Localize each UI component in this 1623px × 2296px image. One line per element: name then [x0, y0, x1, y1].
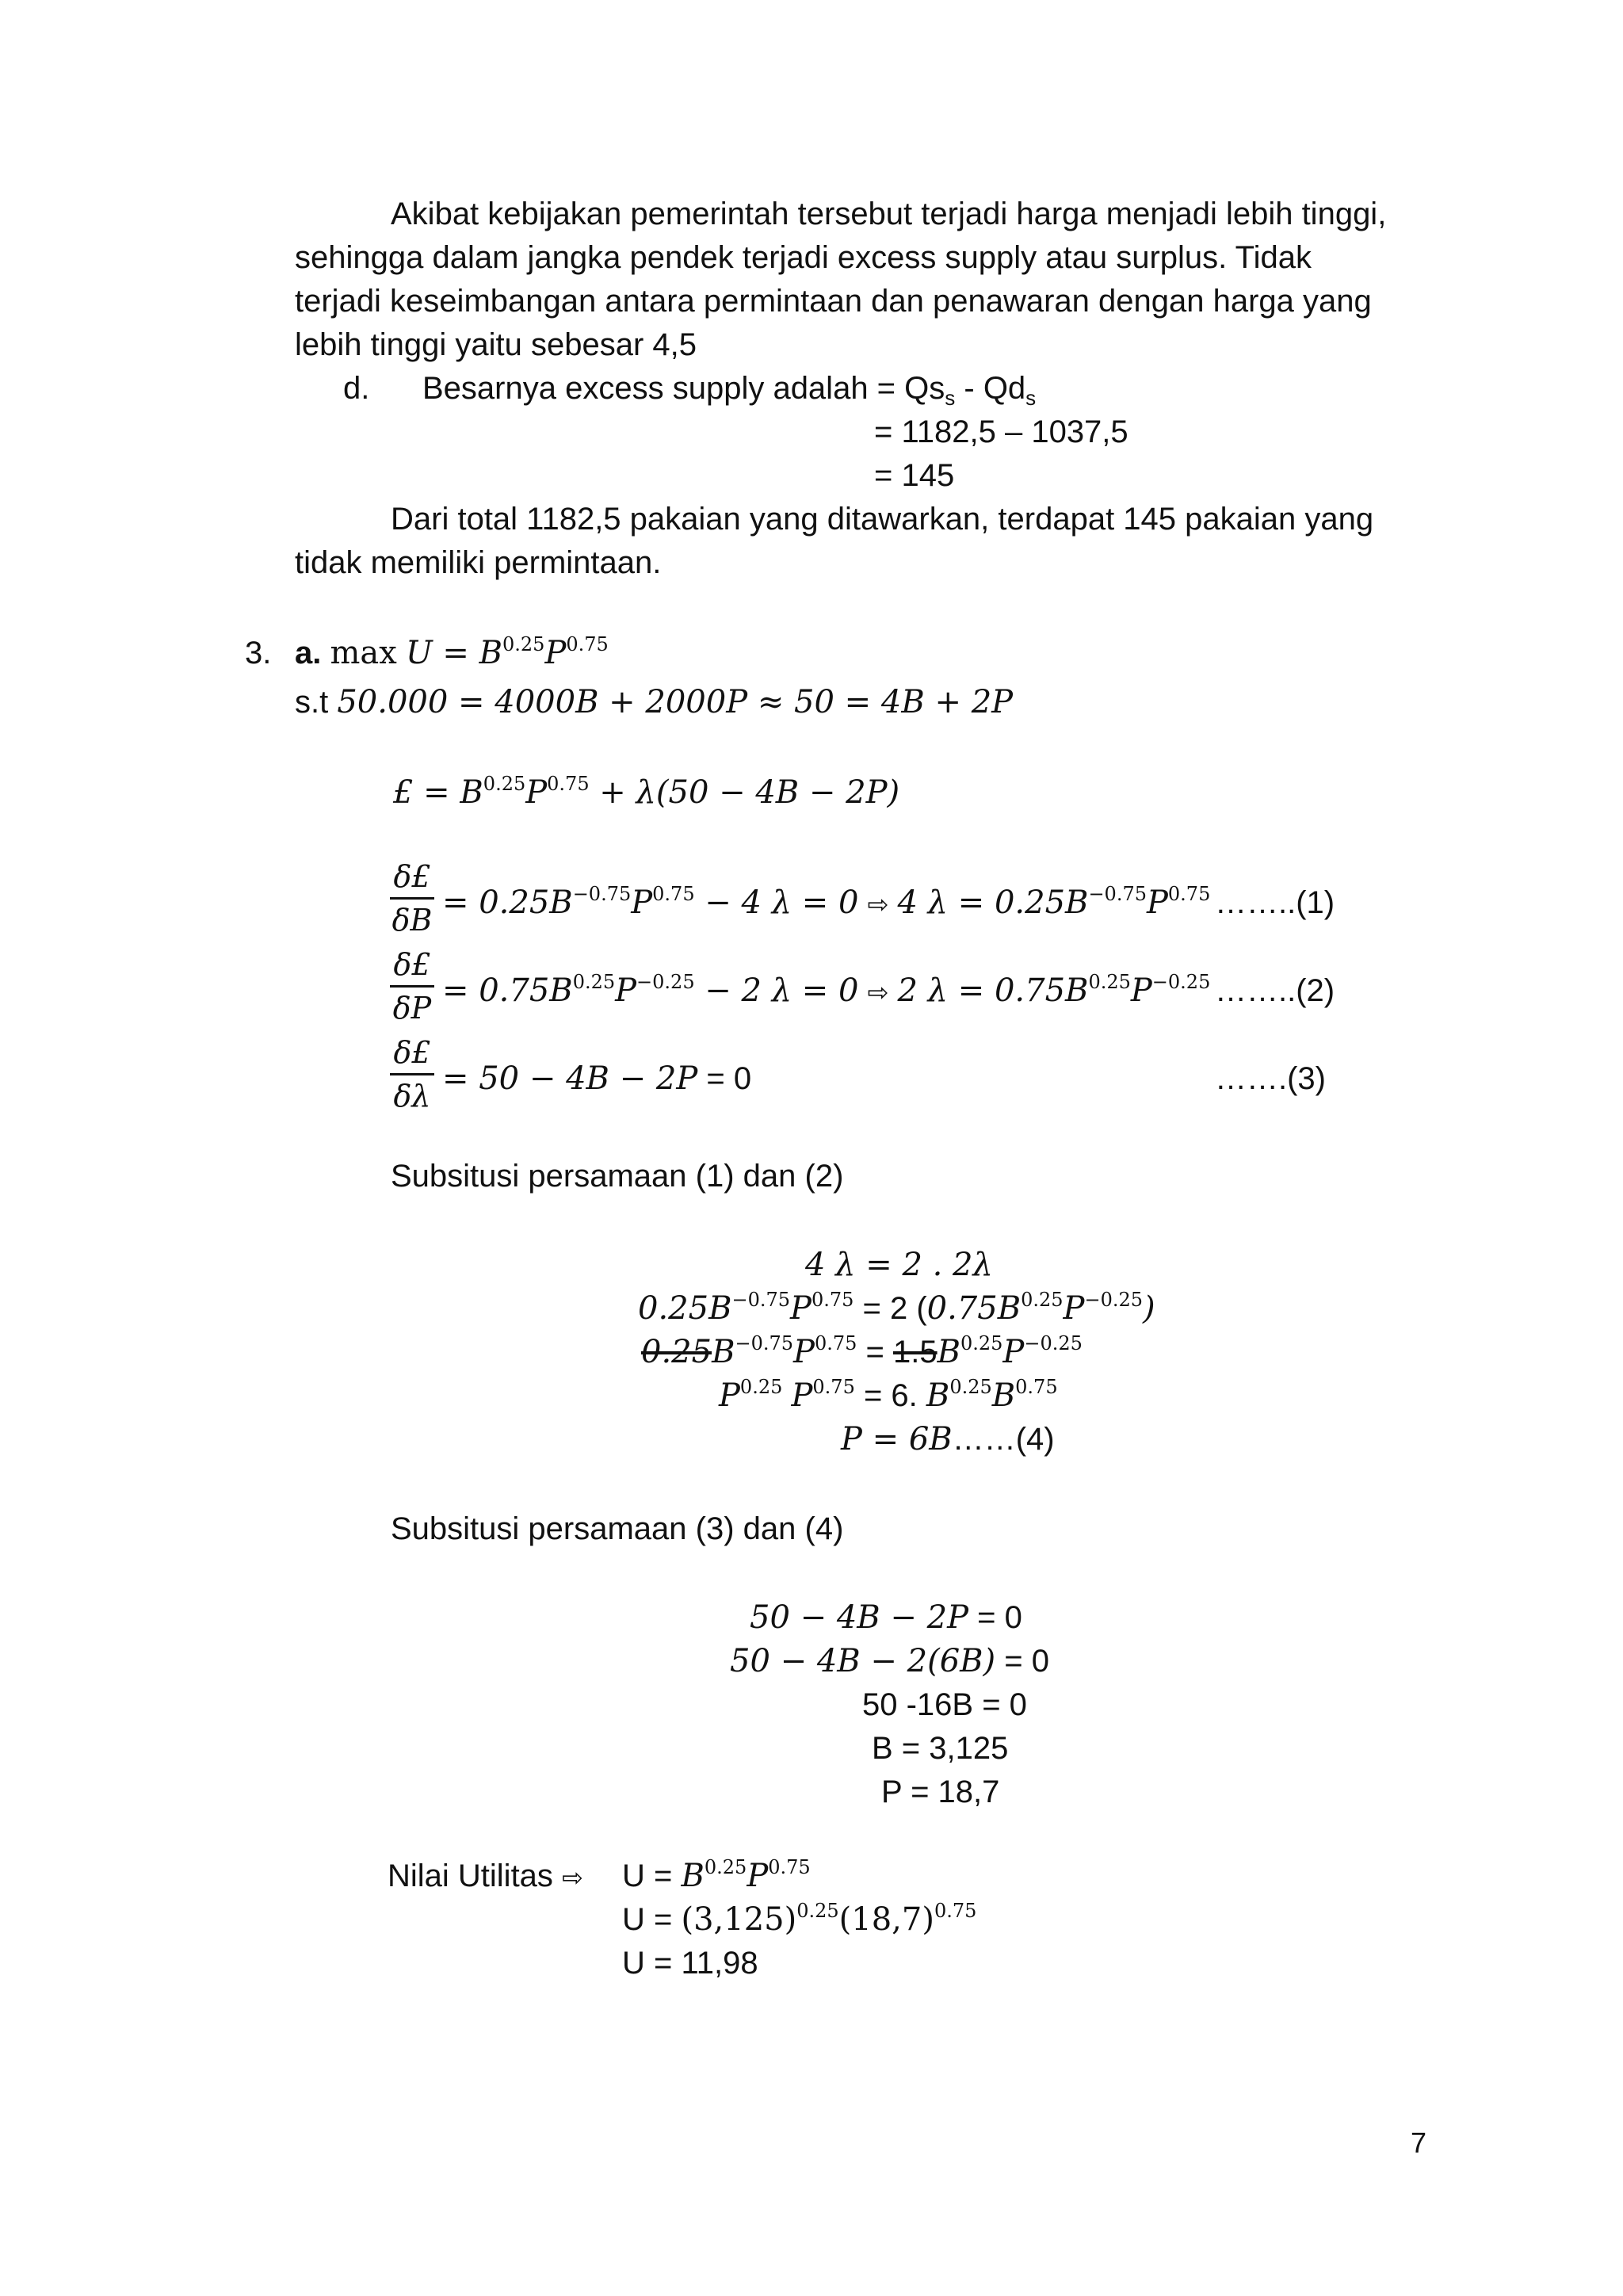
paragraph1-line3: terjadi keseimbangan antara permintaan dan penawaran dengan harga yang: [295, 284, 1372, 319]
subst2-line5: P = 18,7: [881, 1775, 1000, 1809]
subst1-line4: $P^{0.25}$ $P^{0.75} = 6$. $B^{0.25}B^{0.75}$: [719, 1376, 1058, 1414]
subst2-line4: B = 3,125: [872, 1731, 1009, 1766]
item-d-line3: = 145: [874, 458, 955, 493]
subst2-line3: 50 -16B = 0: [862, 1687, 1027, 1722]
item-d-label: d.: [343, 371, 370, 406]
subst2-line2: 50 − 4B − 2(6B) = 0: [730, 1643, 1049, 1679]
utility-line2: $U = (3,125)^{0.25}(18,7)^{0.75}$: [622, 1900, 977, 1938]
objective-line: a. $\max U = B^{0.25}P^{0.75}$: [295, 633, 609, 671]
subst2-heading: Subsitusi persamaan (3) dan (4): [391, 1511, 844, 1546]
lagrangian: £ = $B^{0.25}P^{0.75} + \lambda(50 - 4B - 2P)$: [393, 773, 900, 811]
derivative1-tag: ……..(1): [1215, 885, 1335, 920]
subst1-line2: $0.25B^{-0.75}P^{0.75} = 2$ $(0.75B^{0.25}P^{-0.25})$: [638, 1289, 1155, 1327]
arrow-icon: ⇨: [867, 889, 889, 919]
derivative3-fraction: δ£ δλ: [390, 1033, 434, 1115]
arrow-icon: ⇨: [867, 977, 889, 1007]
derivative3-equation: = 50 − 4B − 2P = 0: [442, 1060, 752, 1097]
derivative3-tag: …….(3): [1215, 1061, 1326, 1096]
derivative2-equation: = $0.75B^{0.25}P^{-0.25} - 2$ λ = 0 ⇨ 2 $\lambda = 0.75B^{0.25}P^{-0.25}$: [442, 971, 1211, 1009]
subst1-line5: P = 6B……(4): [841, 1421, 1055, 1457]
item-d-line2: = 1182,5 – 1037,5: [874, 415, 1128, 449]
item-d-text: Besarnya excess supply adalah = $Qs_s - Qd_s$: [422, 371, 1037, 410]
paragraph2-line2: tidak memiliki permintaan.: [295, 545, 662, 580]
subst1-line1: 4 λ = 2 . 2λ: [805, 1247, 993, 1283]
section-number: 3.: [245, 636, 272, 670]
subst1-line3: $0.25B^{-0.75}P^{0.75} = 1.5B^{0.25}P^{-0.25}$: [641, 1332, 1083, 1370]
page-number: 7: [1411, 2126, 1427, 2159]
constraint-line: s.t 50.000 = 4000B + 2000P ≈ 50 = 4B + 2P: [295, 684, 1014, 720]
utility-line1: $U = B^{0.25}P^{0.75}$: [622, 1856, 811, 1894]
paragraph1-line1: Akibat kebijakan pemerintah tersebut terjadi harga menjadi lebih tinggi,: [391, 197, 1387, 231]
derivative1-fraction: δ£ δB: [390, 858, 434, 939]
arrow-icon: ⇨: [562, 1862, 583, 1893]
paragraph2-line1: Dari total 1182,5 pakaian yang ditawarkan, terdapat 145 pakaian yang: [391, 502, 1374, 537]
derivative1-equation: = $0.25B^{-0.75}P^{0.75} - 4$ λ = 0 ⇨ 4 $\lambda = 0.25B^{-0.75}P^{0.75}$: [442, 883, 1211, 921]
paragraph1-line2: sehingga dalam jangka pendek terjadi excess supply atau surplus. Tidak: [295, 240, 1312, 275]
utility-label: Nilai Utilitas ⇨: [388, 1859, 583, 1893]
subst2-line1: 50 − 4B − 2P = 0: [750, 1599, 1022, 1636]
derivative2-fraction: δ£ δP: [390, 946, 434, 1027]
subst1-heading: Subsitusi persamaan (1) dan (2): [391, 1159, 844, 1194]
paragraph1-line4: lebih tinggi yaitu sebesar 4,5: [295, 327, 697, 362]
derivative2-tag: ……..(2): [1215, 973, 1335, 1008]
utility-line3: U = 11,98: [622, 1946, 758, 1981]
